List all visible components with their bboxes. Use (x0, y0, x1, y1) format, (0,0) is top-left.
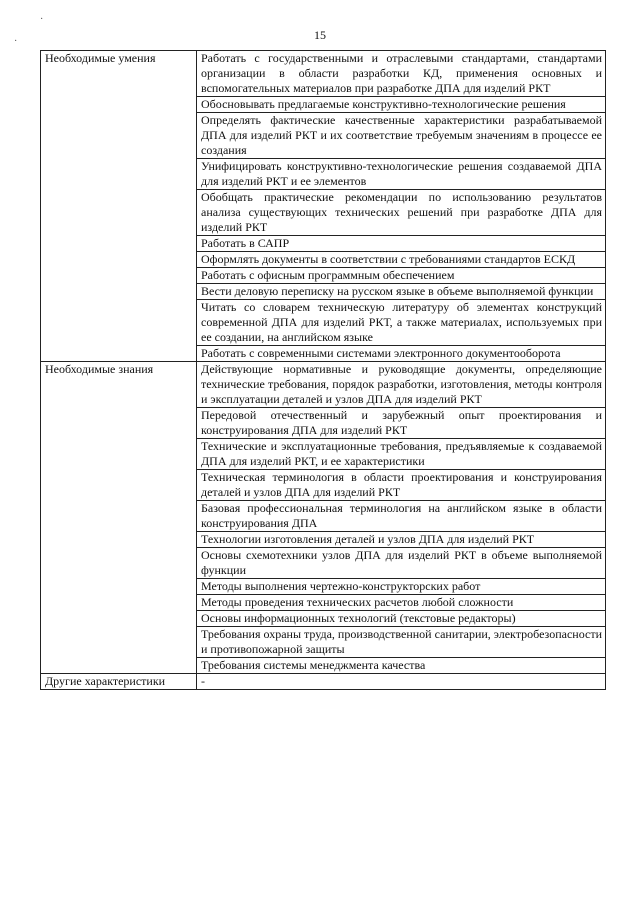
table-row (41, 674, 606, 690)
table-row (41, 51, 606, 97)
requirement-cell: Оформлять документы в соответствии с требованиями стандартов ЕСКД (197, 252, 606, 268)
requirement-cell: Основы информационных технологий (текстовые редакторы) (197, 611, 606, 627)
requirement-cell: Обосновывать предлагаемые конструктивно-технологические решения (197, 97, 606, 113)
section-label: Необходимые умения (41, 51, 197, 362)
requirement-cell: Определять фактические качественные характеристики разрабатываемой ДПА для изделий РКТ и их соответствие требуемым значениям в процессе ее создания (197, 113, 606, 159)
requirements-table (40, 50, 606, 690)
requirement-cell: Методы проведения технических расчетов любой сложности (197, 595, 606, 611)
requirement-cell: - (197, 674, 606, 690)
requirement-cell: Действующие нормативные и руководящие документы, определяющие технические требования, порядок разработки, изготовления, методы контроля и эксплуатации деталей и узлов ДПА для изделий РКТ (197, 362, 606, 408)
requirement-cell: Работать с современными системами электронного документооборота (197, 346, 606, 362)
requirement-cell: Работать с государственными и отраслевыми стандартами, стандартами организации в области разработки КД, применения основных и вспомогательных материалов при разработке ДПА для изделий РКТ (197, 51, 606, 97)
table-body (41, 51, 606, 690)
scan-mark: · (14, 36, 18, 47)
requirement-cell: Работать с офисным программным обеспечением (197, 268, 606, 284)
requirement-cell: Унифицировать конструктивно-технологические решения создаваемой ДПА для изделий РКТ и ее элементов (197, 159, 606, 190)
requirement-cell: Обобщать практические рекомендации по использованию результатов анализа существующих технических решений при разработке ДПА для изделий РКТ (197, 190, 606, 236)
requirement-cell: Требования системы менеджмента качества (197, 658, 606, 674)
requirement-cell: Передовой отечественный и зарубежный опыт проектирования и конструирования ДПА для изделий РКТ (197, 408, 606, 439)
section-label: Другие характеристики (41, 674, 197, 690)
page-number: 15 (314, 28, 326, 42)
requirement-cell: Техническая терминология в области проектирования и конструирования деталей и узлов ДПА для изделий РКТ (197, 470, 606, 501)
requirement-cell: Требования охраны труда, производственной санитарии, электробезопасности и противопожарной защиты (197, 627, 606, 658)
section-label: Необходимые знания (41, 362, 197, 674)
scan-mark: · (40, 14, 44, 25)
table-row (41, 362, 606, 408)
requirement-cell: Методы выполнения чертежно-конструкторских работ (197, 579, 606, 595)
requirement-cell: Вести деловую переписку на русском языке в объеме выполняемой функции (197, 284, 606, 300)
requirement-cell: Технические и эксплуатационные требования, предъявляемые к создаваемой ДПА для изделий РКТ, и ее характеристики (197, 439, 606, 470)
requirement-cell: Основы схемотехники узлов ДПА для изделий РКТ в объеме выполняемой функции (197, 548, 606, 579)
requirement-cell: Читать со словарем техническую литературу об элементах конструкций современной ДПА для изделий РКТ, а также материалах, используемых при ее создании, на английском языке (197, 300, 606, 346)
requirement-cell: Базовая профессиональная терминология на английском языке в области конструирования ДПА (197, 501, 606, 532)
requirement-cell: Работать в САПР (197, 236, 606, 252)
requirement-cell: Технологии изготовления деталей и узлов ДПА для изделий РКТ (197, 532, 606, 548)
